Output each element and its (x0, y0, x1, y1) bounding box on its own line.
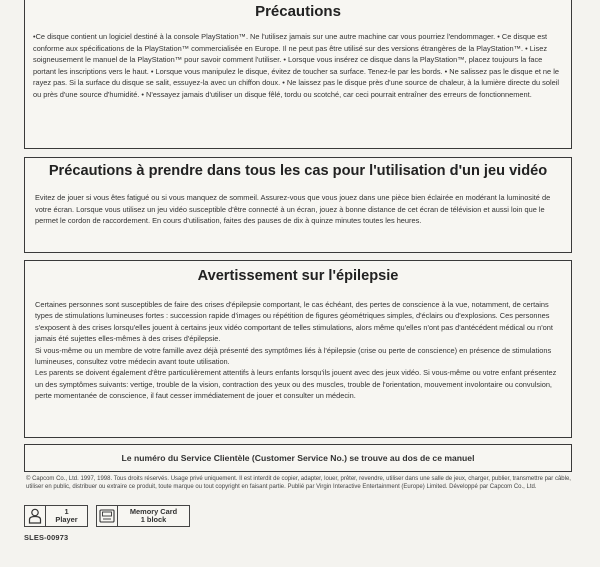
epilepsy-text-2: Si vous-même ou un membre de votre famille avez déjà présenté des symptômes liés à l'épilepsie (crise ou perte de conscience) en présence de stimulations lumineuses, consultez votre médecin avant toute utilisation. (35, 345, 552, 367)
player-icon (25, 506, 46, 526)
product-code: SLES-00973 (24, 533, 69, 542)
player-count-number: 1 (64, 506, 69, 516)
precautions-title: Précautions (255, 3, 341, 20)
copyright-notice: © Capcom Co., Ltd. 1997, 1998. Tous droits réservés. Usage privé uniquement. Il est interdit de copier, adapter, louer, prêter, revendre, utiliser dans une salle de jeux, charger, publier, transmettre par câble, utiliser en public, distribuer ou extraire ce produit, toute marque ou tout copyright en faisant partie. Publié par Virgin Interactive Entertainment (Europe) Limited. Développé par Capcom Co., Ltd. (26, 476, 571, 490)
service-notice-box (24, 444, 572, 472)
memory-card-badge (96, 505, 190, 527)
video-precautions-section (24, 157, 572, 253)
memory-card-icon (97, 506, 118, 526)
service-notice-text: Le numéro du Service Clientèle (Customer Service No.) se trouve au dos de ce manuel (121, 453, 475, 463)
memory-card-name: Memory Card (129, 506, 178, 516)
epilepsy-text-3: Les parents se doivent également d'être particulièrement attentifs à leurs enfants lorsqu'ils jouent avec des jeux vidéo. Si vous-même ou votre enfant présentez un des symptômes suivants: vertige, trouble de la vision, contraction des yeux ou des muscles, trouble de l'orientation, mouvement involontaire ou convulsion, perte momentanée de conscience, il faut cesser immédiatement de jouer et consulter un médecin. (35, 368, 557, 401)
epilepsy-section (24, 260, 572, 438)
epilepsy-paragraph-1 (25, 294, 571, 402)
player-count-label (46, 508, 87, 524)
epilepsy-text-1: Certaines personnes sont susceptibles de faire des crises d'épilepsie comportant, le cas échéant, des pertes de conscience à la vue, notamment, de certains types de stimulations lumineuses fortes : succession rapide d'images ou répétition de figures géométriques simples, d'éclairs ou d'explosions. Ces personnes s'exposent à des crises lorsqu'elles jouent à certains jeux vidéo comportant de telles stimulations, alors même qu'elles n'ont pas d'antécédent médical ou n'ont jamais été sujettes elles-mêmes à des crises d'épilepsie. (35, 300, 553, 344)
precautions-text: •Ce disque contient un logiciel destiné à la console PlayStation™. Ne l'utilisez jamais sur une autre machine car vous pourriez l'endommager. • Ce disque est conforme aux spécifications de la PlayStation™ commercialisée en Europe. Il ne peut pas être utilisé sur des versions étrangères de la PlayStation™. • Lisez soigneusement le manuel de la PlayStation™ pour savoir comment l'utiliser. • Lorsque vous insérez ce disque dans la PlayStation™, placez toujours la face portant les inscriptions vers le haut. • Lorsque vous manipulez le disque, évitez de toucher sa surface. Tenez-le par les bords. • Ne salissez pas le disque et ne le rayez pas. Si la surface du disque se salit, essuyez-la avec un chiffon doux. • Ne laissez pas le disque près d'une source de chaleur, à la lumière directe du soleil ou près d'une source d'humidité. • N'essayez jamais d'utiliser un disque fêlé, tordu ou scotché, car ceci pourrait entraîner des erreurs de fonctionnement. (33, 32, 560, 99)
video-precautions-text: Evitez de jouer si vous êtes fatigué ou si vous manquez de sommeil. Assurez-vous que vous jouez dans une pièce bien éclairée en modérant la luminosité de votre écran. Lorsque vous utilisez un jeu vidéo susceptible d'être connecté à un écran, jouez à bonne distance de cet écran de télévision et aussi loin que le permet le cordon de raccordement. En cours d'utilisation, faites des pauses de dix à quinze minutes toutes les heures. (35, 193, 551, 226)
memory-card-blocks: 1 block (140, 515, 167, 524)
epilepsy-title: Avertissement sur l'épilepsie (197, 268, 399, 284)
memory-card-label (118, 508, 189, 524)
player-count-unit: Player (55, 515, 78, 524)
video-precautions-title: Précautions à prendre dans tous les cas pour l'utilisation d'un jeu vidéo (48, 163, 548, 179)
player-count-badge (24, 505, 88, 527)
precautions-section (24, 0, 572, 149)
